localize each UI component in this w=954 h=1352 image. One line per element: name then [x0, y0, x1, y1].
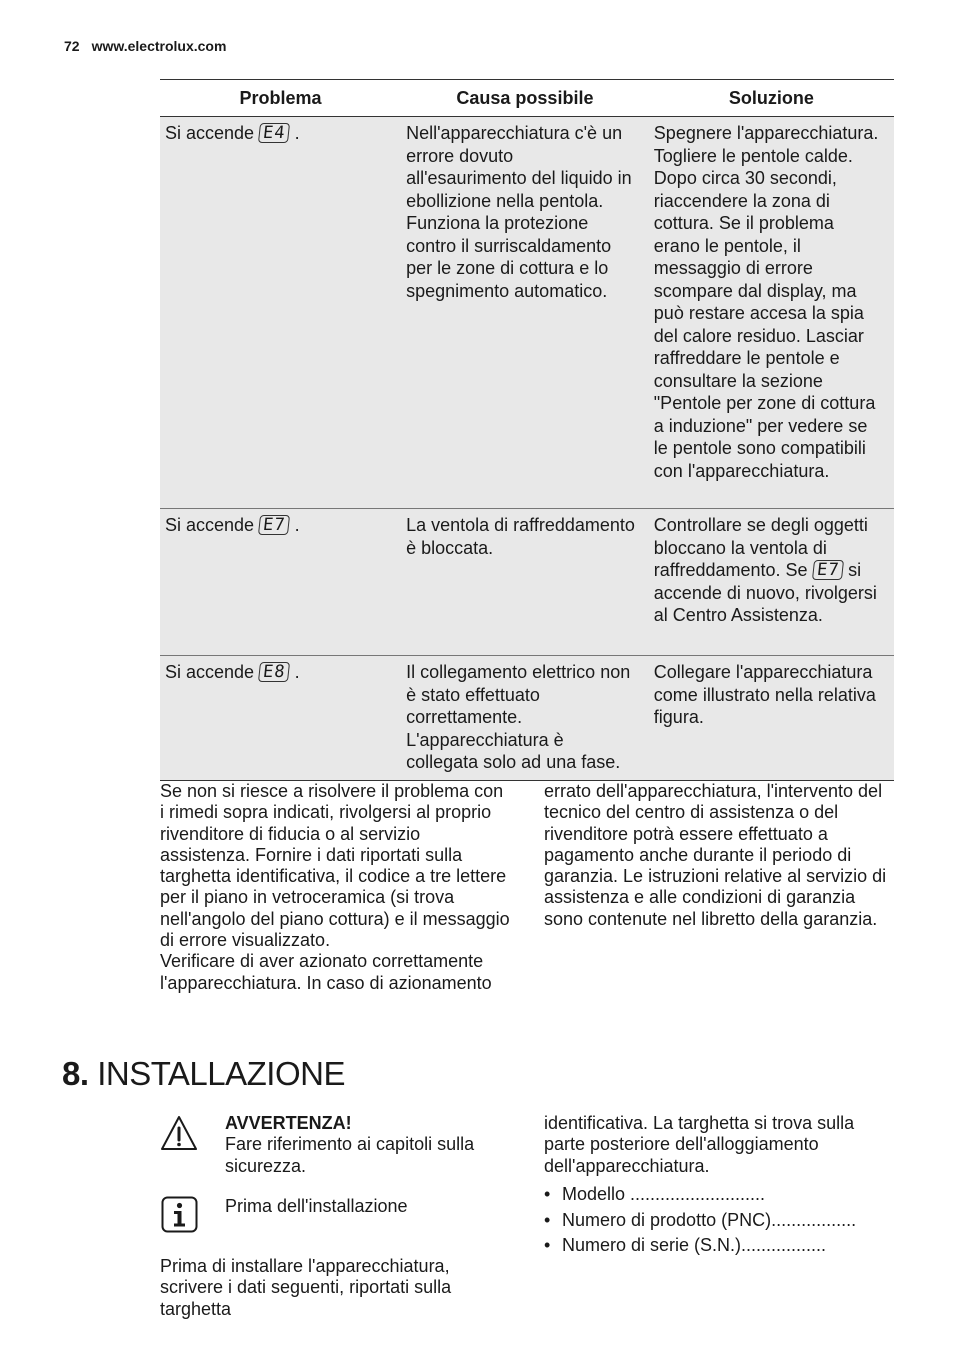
problem-suffix: .	[294, 515, 300, 535]
warning-text: Fare riferimento ai capitoli sulla sicurezza.	[225, 1134, 475, 1176]
column-header-problem: Problema	[160, 80, 401, 117]
problem-text: Si accende	[165, 662, 255, 682]
install-left-column	[160, 1256, 516, 1320]
warning-block	[225, 1113, 515, 1177]
solution-cell: Spegnere l'apparecchiatura. Togliere le pentole calde. Dopo circa 30 secondi, riaccendere la zona di cottura. Se il problema erano le pentole, il messaggio di errore scompare dal display, ma può restare accesa la spia del calore residuo. Lasciar raffreddare le pentole e consultare la sezione "Pentole per zone di cottura a induzione" per vedere se le pentole sono compatibili con l'apparecchiatura.	[649, 117, 894, 509]
install-right-column	[544, 1113, 894, 1261]
error-code-display: E4	[258, 123, 291, 143]
cause-cell: La ventola di raffreddamento è bloccata.	[401, 509, 649, 656]
problem-suffix: .	[294, 662, 300, 682]
problem-text: Si accende	[165, 123, 255, 143]
list-item: • Numero di serie (S.N.).................	[544, 1235, 894, 1256]
data-fields-list	[544, 1184, 894, 1257]
paragraph: errato dell'apparecchiatura, l'intervento del tecnico del centro di assistenza o del rivenditore potrà essere effettuato a pagamento anche durante il periodo di garanzia. Le istruzioni relative al servizio di assistenza e alle condizioni di garanzia sono contenute nel libretto della garanzia.	[544, 781, 887, 929]
problem-cell	[160, 117, 401, 509]
warning-title: AVVERTENZA!	[225, 1113, 352, 1133]
info-text: Prima dell'installazione	[225, 1196, 408, 1216]
error-code-display: E7	[258, 515, 291, 535]
solution-text: Controllare se degli oggetti bloccano la ventola di raffreddamento. Se	[653, 515, 868, 580]
list-item: • Numero di prodotto (PNC).................	[544, 1210, 894, 1231]
section-number: 8.	[62, 1055, 89, 1092]
solution-cell: Collegare l'apparecchiatura come illustrato nella relativa figura.	[649, 656, 894, 781]
paragraph: identificativa. La targhetta si trova sulla parte posteriore dell'alloggiamento dell'apparecchiatura.	[544, 1113, 855, 1176]
info-block	[225, 1196, 515, 1217]
table-row	[160, 509, 894, 656]
table-row	[160, 117, 894, 509]
cause-cell: Nell'apparecchiatura c'è un errore dovuto all'esaurimento del liquido in ebollizione nella pentola. Funziona la protezione contro il surriscaldamento per le zone di cottura e lo spegnimento automatico.	[401, 117, 649, 509]
error-code-display: E7	[812, 560, 845, 580]
table-header-row	[160, 80, 894, 117]
paragraph: Verificare di aver azionato correttamente l'apparecchiatura. In caso di azionamento	[160, 951, 492, 993]
column-header-solution: Soluzione	[649, 80, 894, 117]
paragraph: Se non si riesce a risolvere il problema con i rimedi sopra indicati, rivolgersi al proprio rivenditore di fiducia o al servizio assistenza. Fornire i dati riportati sulla targhetta identificativa, il codice a tre lettere per il piano in vetroceramica (si trova nell'angolo del piano cottura) e il messaggio di errore visualizzato.	[160, 781, 510, 951]
warning-triangle-icon	[159, 1114, 199, 1157]
troubleshooting-table	[160, 79, 894, 781]
column-header-cause: Causa possibile	[401, 80, 649, 117]
solution-text-after: si accende di nuovo, rivolgersi al Centro Assistenza.	[653, 560, 877, 625]
page-header	[64, 38, 226, 54]
section-title: INSTALLAZIONE	[97, 1055, 345, 1092]
problem-text: Si accende	[165, 515, 255, 535]
cause-cell: Il collegamento elettrico non è stato effettuato correttamente. L'apparecchiatura è collegata solo ad una fase.	[401, 656, 649, 781]
page-number: 72	[64, 38, 80, 54]
after-table-right-column	[544, 781, 894, 930]
table-row	[160, 656, 894, 781]
problem-cell	[160, 656, 401, 781]
after-table-left-column	[160, 781, 510, 994]
solution-cell	[649, 509, 894, 656]
paragraph: Prima di installare l'apparecchiatura, scrivere i dati seguenti, riportati sulla targhetta	[160, 1256, 452, 1319]
problem-cell	[160, 509, 401, 656]
error-code-display: E8	[258, 662, 291, 682]
website-url: www.electrolux.com	[91, 38, 227, 54]
section-heading	[62, 1055, 345, 1093]
info-icon	[161, 1196, 198, 1238]
problem-suffix: .	[294, 123, 300, 143]
list-item: • Modello ...........................	[544, 1184, 894, 1205]
